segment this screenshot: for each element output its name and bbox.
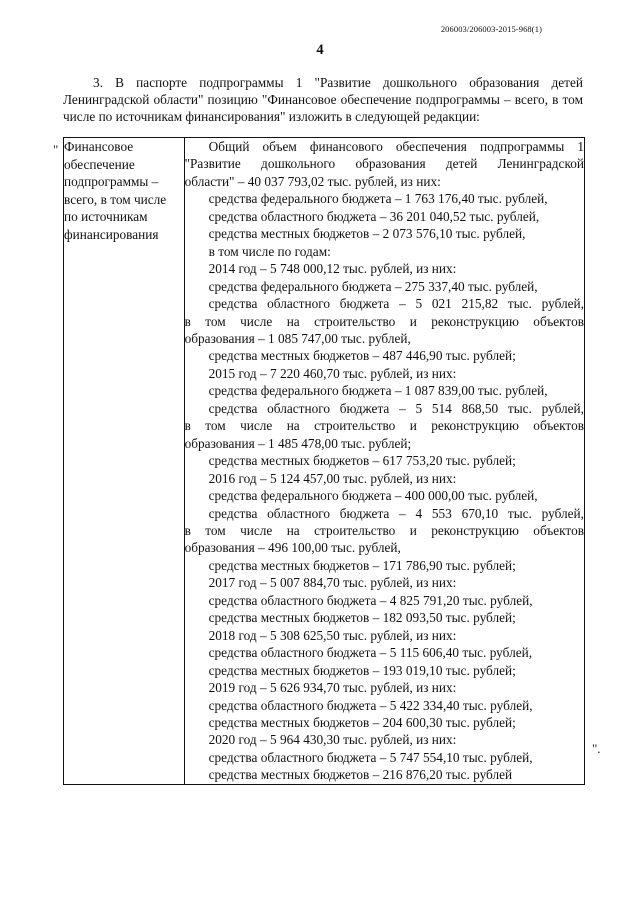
content-line: образования – 1 485 478,00 тыс. рублей; [184,435,412,451]
label-line: всего, в том числе [64,191,167,207]
label-cell [64,138,185,785]
content-line: в том числе по годам: [208,243,331,259]
label-line: по источникам [64,209,148,224]
content-line: в том числе на строительство и реконструкцию объектов [184,313,584,329]
content-line: Общий объем финансового обеспечения подпрограммы 1 [208,139,584,154]
content-line: 2019 год – 5 626 934,70 тыс. рублей, из них: [208,680,457,696]
page-number: 4 [316,42,324,58]
content-line: 2015 год – 7 220 460,70 тыс. рублей, из них: [208,365,457,381]
label-line: Финансовое [64,139,134,154]
content-line: средства областного бюджета – 5 747 554,10 тыс. рублей, [208,749,533,765]
content-line: средства федерального бюджета – 1 087 839,00 тыс. рублей, [208,383,548,399]
content-line: 2016 год – 5 124 457,00 тыс. рублей, из них: [208,470,457,486]
content-line: в том числе на строительство и реконструкцию объектов [184,522,584,538]
content-line: 2018 год – 5 308 625,50 тыс. рублей, из них: [208,627,457,643]
content-line: 2014 год – 5 748 000,12 тыс. рублей, из них: [208,261,457,277]
content-line: средства областного бюджета – 4 553 670,10 тыс. рублей, [208,505,584,521]
content-line: в том числе на строительство и реконструкцию объектов [184,418,584,434]
content-line: образования – 1 085 747,00 тыс. рублей, [184,330,411,346]
content-line: средства областного бюджета – 5 422 334,40 тыс. рублей, [208,697,533,713]
passport-row [64,138,585,785]
content-line: средства областного бюджета – 36 201 040,52 тыс. рублей, [208,208,540,224]
content-line: средства областного бюджета – 5 514 868,50 тыс. рублей, [208,400,584,416]
content-line: средства федерального бюджета – 1 763 176,40 тыс. рублей, [208,191,548,207]
content-line: средства областного бюджета – 4 825 791,20 тыс. рублей, [208,592,533,608]
content-line: средства федерального бюджета – 400 000,00 тыс. рублей, [208,488,538,504]
label-line: обеспечение [64,156,135,172]
intro-paragraph-block [63,74,583,125]
content-line: средства местных бюджетов – 204 600,30 тыс. рублей; [208,714,516,730]
content-line: средства местных бюджетов – 193 019,10 тыс. рублей; [208,662,516,678]
content-line: средства местных бюджетов – 216 876,20 тыс. рублей [208,767,513,783]
label-line: финансирования [64,226,159,242]
content-cell [184,138,584,785]
content-line: средства областного бюджета – 5 115 606,40 тыс. рублей, [208,645,533,661]
content-line: области" – 40 037 793,02 тыс. рублей, из них: [184,173,441,189]
content-line: средства областного бюджета – 5 021 215,82 тыс. рублей, [208,296,584,312]
content-line: средства местных бюджетов – 2 073 576,10 тыс. рублей, [208,226,526,242]
document-id: 206003/206003-2015-968(1) [440,24,542,34]
content-line: средства местных бюджетов – 617 753,20 тыс. рублей; [208,453,516,469]
opening-quote-mark: " [53,142,59,157]
content-line: средства местных бюджетов – 182 093,50 тыс. рублей; [208,610,516,626]
content-line: 2020 год – 5 964 430,30 тыс. рублей, из них: [208,732,457,748]
content-line: средства местных бюджетов – 487 446,90 тыс. рублей; [208,348,516,364]
intro-paragraph: 3. В паспорте подпрограммы 1 "Развитие дошкольного образования детей Ленинградской области" позицию "Финансовое обеспечение подпрограммы – всего, в том числе по источникам финансирования" изложить в следующей редакции: [63,75,583,124]
content-line: средства местных бюджетов – 171 786,90 тыс. рублей; [208,557,516,573]
content-line: образования – 496 100,00 тыс. рублей, [184,540,401,556]
closing-quote-mark: ". [592,741,601,756]
label-line: подпрограммы – [64,174,159,189]
passport-table [63,137,585,785]
content-line: "Развитие дошкольного образования детей Ленинградской [184,156,584,172]
content-line: средства федерального бюджета – 275 337,40 тыс. рублей, [208,278,538,294]
content-line: 2017 год – 5 007 884,70 тыс. рублей, из них: [208,575,457,591]
